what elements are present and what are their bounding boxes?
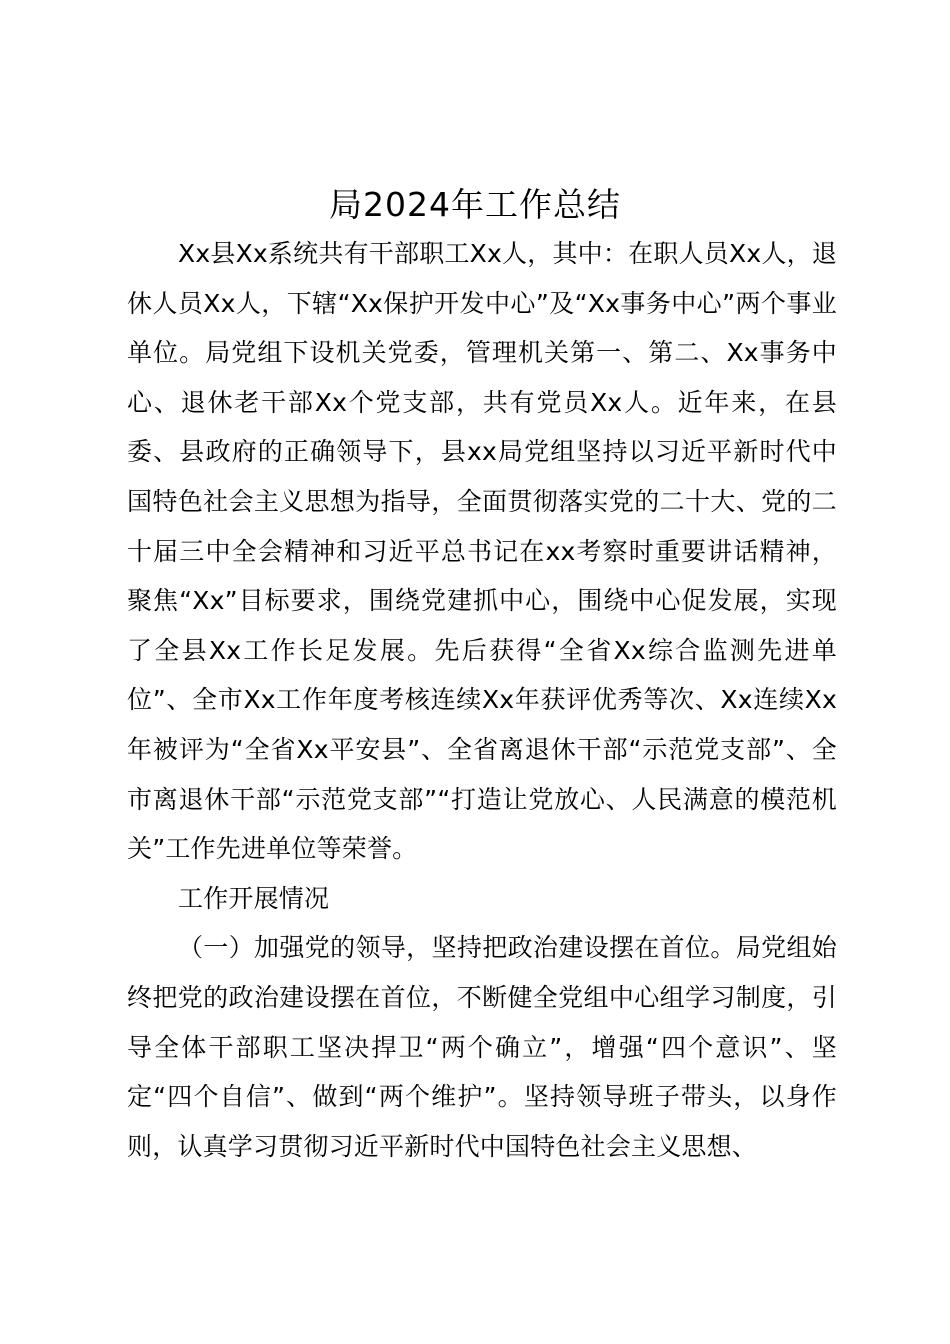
section-paragraph: （一）加强党的领导，坚持把政治建设摆在首位。局党组始终把党的政治建设摆在首位，不断健全党组中心组学习制度，引导全体干部职工坚决捍卫“两个确立”，增强“四个意识”、坚定“四个自信”、做到“两个维护”。坚持领导班子带头，以身作则，认真学习贯彻习近平新时代中国特色社会主义思想、: [127, 933, 837, 1161]
section-heading: 工作开展情况: [178, 883, 330, 913]
document-title: 局2024年工作总结: [329, 185, 621, 224]
intro-paragraph: Xx县Xx系统共有干部职工Xx人，其中：在职人员Xx人，退休人员Xx人，下辖“Xx保护开发中心”及“Xx事务中心”两个事业单位。局党组下设机关党委，管理机关第一、第二、Xx事务中心、退休老干部Xx个党支部，共有党员Xx人。近年来，在县委、县政府的正确领导下，县xx局党组坚持以习近平新时代中国特色社会主义思想为指导，全面贯彻落实党的二十大、党的二十届三中全会精神和习近平总书记在xx考察时重要讲话精神，聚焦“Xx”目标要求，围绕党建抓中心，围绕中心促发展，实现了全县Xx工作长足发展。先后获得“全省Xx综合监测先进单位”、全市Xx工作年度考核连续Xx年获评优秀等次、Xx连续Xx年被评为“全省Xx平安县”、全省离退休干部“示范党支部”、全市离退休干部“示范党支部”“打造让党放心、人民满意的模范机关”工作先进单位等荣誉。: [127, 239, 837, 864]
document-body: [127, 229, 837, 1171]
